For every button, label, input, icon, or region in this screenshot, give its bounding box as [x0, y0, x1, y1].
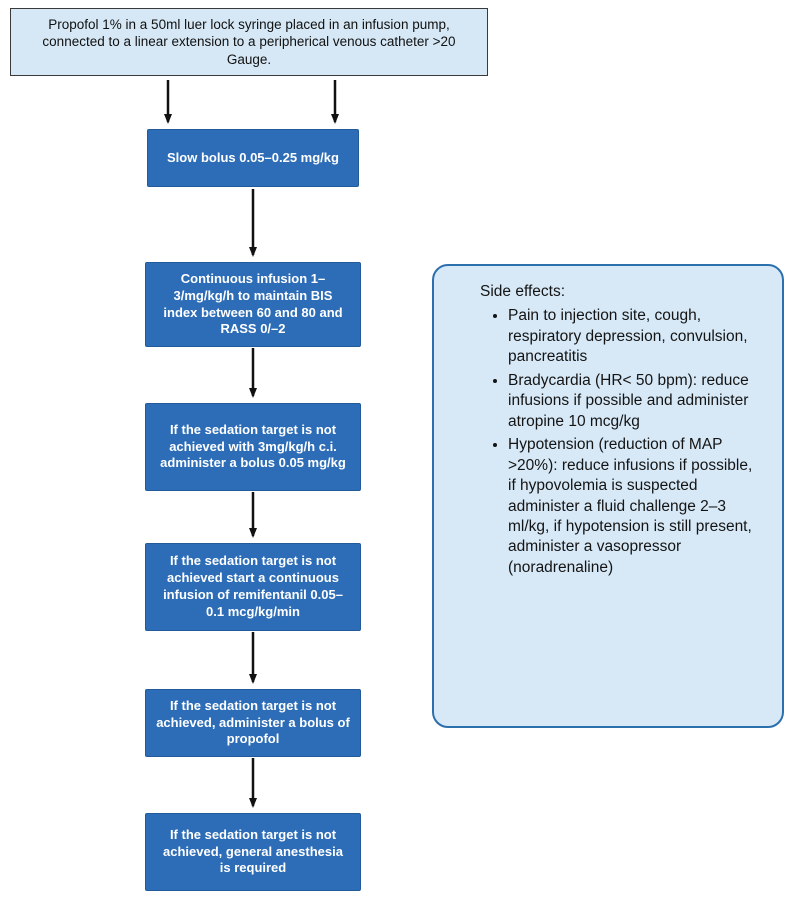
flow-step-text: If the sedation target is not achieved with 3mg/kg/h c.i. administer a bolus 0.05 mg/kg: [160, 421, 346, 471]
start-node: [10, 8, 488, 76]
flow-step-slow-bolus: [147, 129, 359, 187]
side-effects-list: [464, 306, 764, 578]
flow-step-text: If the sedation target is not achieved start a continuous infusion of remifentanil 0.05–0.1 mcg/kg/min: [163, 553, 343, 619]
flow-step-continuous-infusion: [145, 262, 361, 347]
flow-step-text: If the sedation target is not achieved, general anesthesia is required: [163, 826, 343, 876]
side-effect-item: • Hypotension (reduction of MAP >20%): reduce infusions if possible, if hypovolemia is suspected administer a fluid challenge 2–3 ml/kg, if hypotension is still present, administer a vasopressor (noradrenaline): [508, 435, 764, 578]
flow-step-text: If the sedation target is not achieved, administer a bolus of propofol: [156, 697, 350, 747]
flow-step-text: Continuous infusion 1–3/mg/kg/h to maintain BIS index between 60 and 80 and RASS 0/–2: [163, 270, 343, 337]
side-effects-title: Side effects:: [480, 283, 566, 300]
flow-step-propofol-bolus: [145, 689, 361, 757]
flow-step-remifentanil-infusion: [145, 543, 361, 631]
side-effect-item: • Pain to injection site, cough, respiratory depression, convulsion, pancreatitis: [508, 306, 764, 367]
flow-step-general-anesthesia: [145, 813, 361, 891]
flow-step-text: Slow bolus 0.05–0.25 mg/kg: [167, 149, 339, 165]
side-effect-item: • Bradycardia (HR< 50 bpm): reduce infusions if possible and administer atropine 10 mcg/kg: [508, 371, 764, 432]
flow-step-bolus-if-not-achieved: [145, 403, 361, 491]
side-effects-panel: [432, 264, 784, 728]
start-node-text: Propofol 1% in a 50ml luer lock syringe placed in an infusion pump, connected to a linear extension to a peripherical venous catheter >20 Gauge.: [42, 16, 456, 67]
